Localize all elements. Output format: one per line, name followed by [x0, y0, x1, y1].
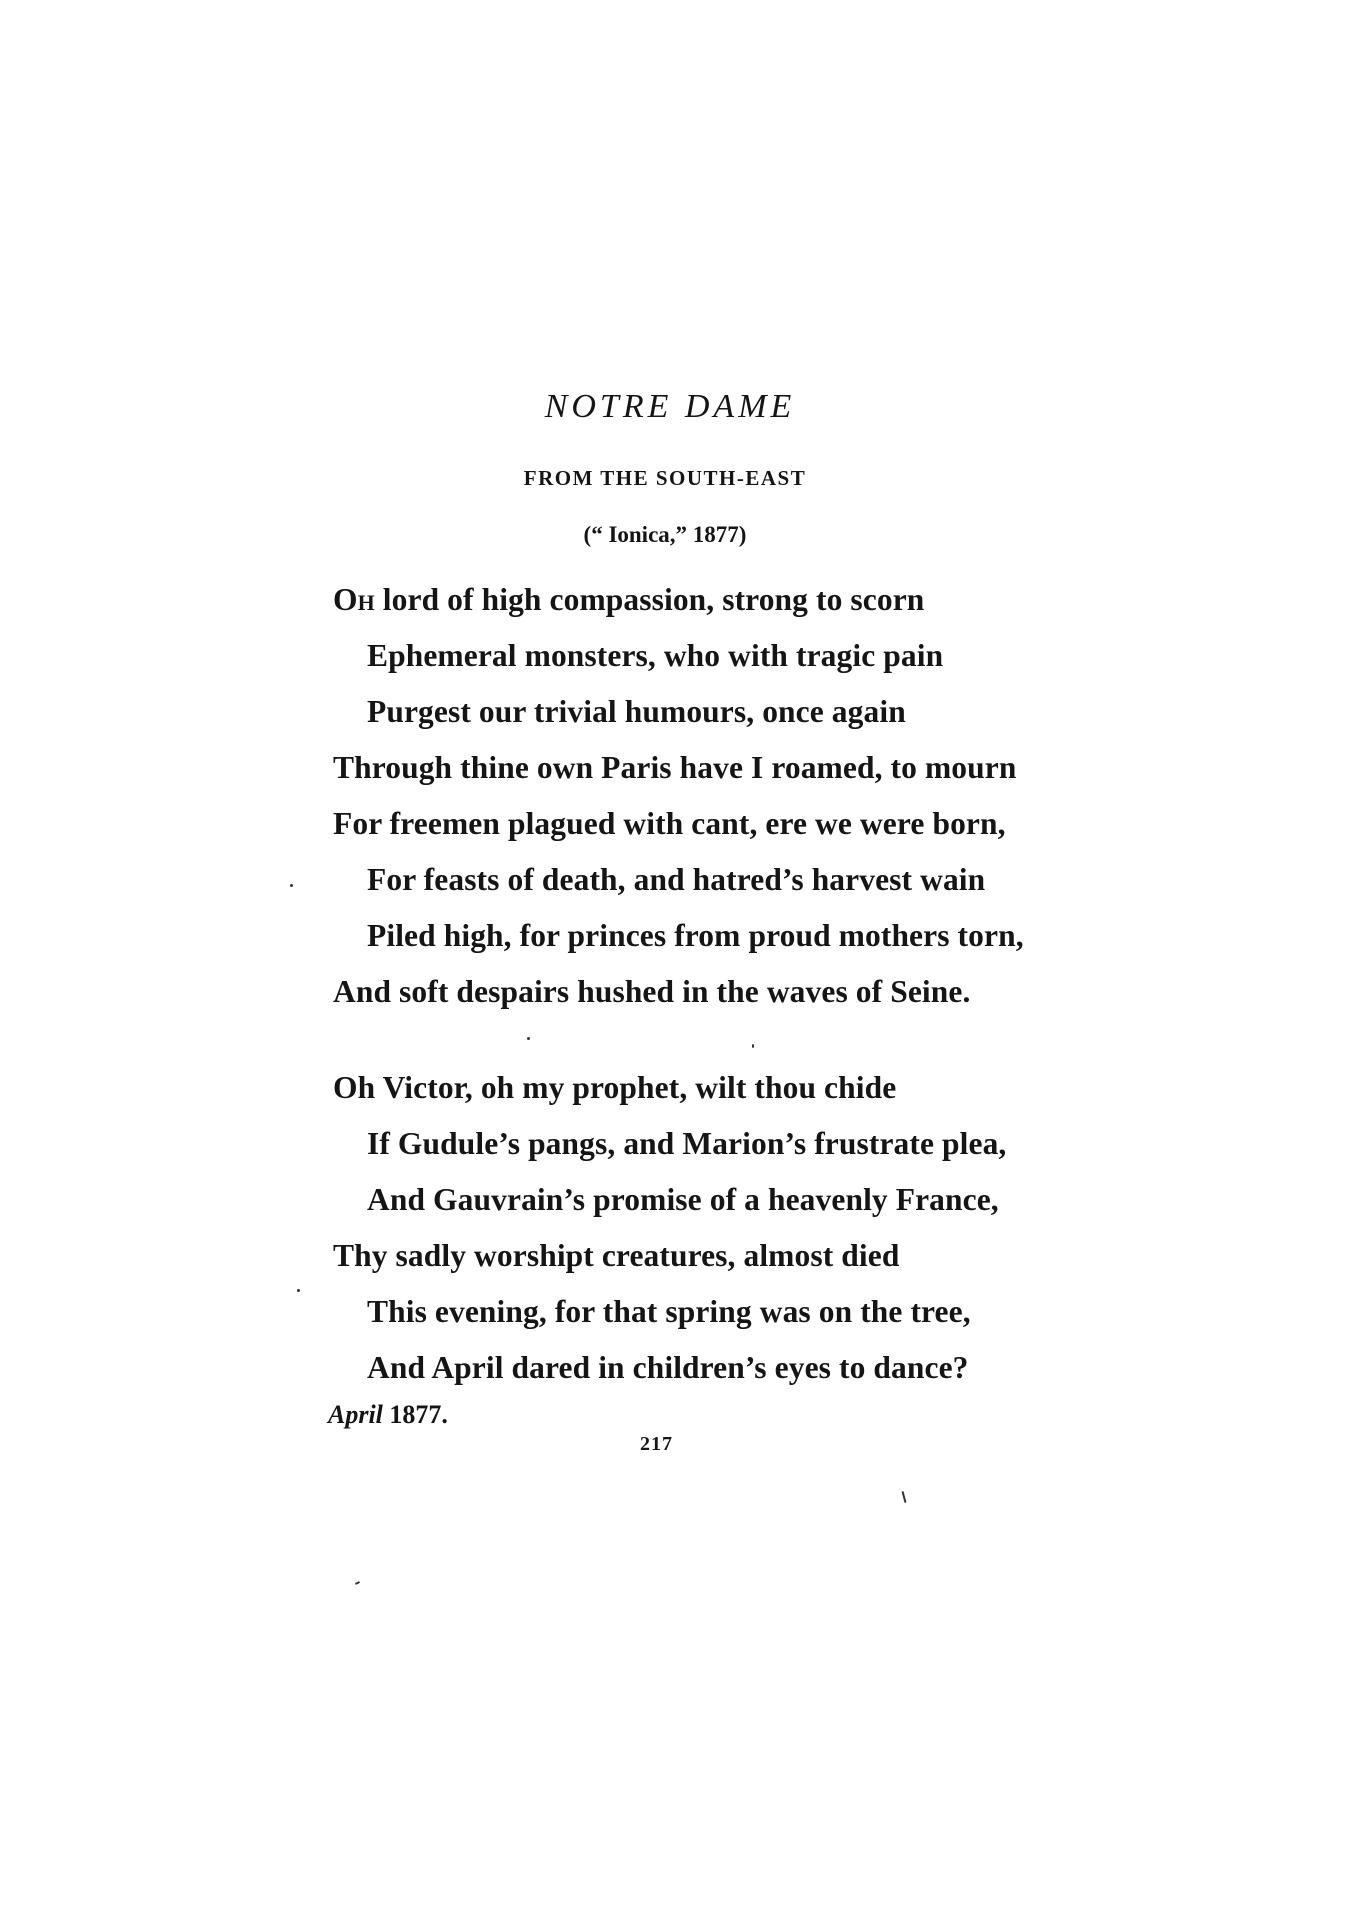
- poem-line: [333, 582, 924, 618]
- poem-line-text: lord of high compassion, strong to scorn: [374, 582, 925, 617]
- poem-line: If Gudule’s pangs, and Marion’s frustrate plea,: [367, 1126, 1007, 1161]
- poem-date-month: April: [328, 1400, 383, 1429]
- scan-speck: [297, 1289, 300, 1292]
- poem-line-initial: Oh: [333, 582, 375, 617]
- poem-date-year: 1877.: [389, 1400, 448, 1429]
- poem-line: Piled high, for princes from proud mothers torn,: [367, 918, 1024, 953]
- poem-line: For feasts of death, and hatred’s harvest wain: [367, 862, 986, 897]
- poem-title: NOTRE DAME: [544, 388, 796, 425]
- scan-speck: [752, 1044, 754, 1048]
- poem-source: (“ Ionica,” 1877): [583, 522, 747, 547]
- scan-speck: [527, 1037, 530, 1040]
- scan-speck: [355, 1581, 360, 1585]
- poem-line: Thy sadly worshipt creatures, almost died: [333, 1238, 900, 1273]
- poem-line: Through thine own Paris have I roamed, to mourn: [333, 750, 1017, 785]
- poem-line: And April dared in children’s eyes to dance?: [367, 1350, 969, 1385]
- poem-line: This evening, for that spring was on the tree,: [367, 1294, 971, 1329]
- poem-line: Oh Victor, oh my prophet, wilt thou chide: [333, 1070, 897, 1105]
- poem-subtitle: FROM THE SOUTH-EAST: [523, 466, 807, 490]
- scan-speck: [901, 1491, 906, 1503]
- page-number: 217: [640, 1433, 673, 1455]
- poem-line: And Gauvrain’s promise of a heavenly France,: [367, 1182, 999, 1217]
- poem-date: [328, 1400, 448, 1430]
- poem-line: Ephemeral monsters, who with tragic pain: [367, 638, 944, 673]
- scan-speck: [290, 884, 293, 887]
- poem-line: And soft despairs hushed in the waves of Seine.: [333, 974, 971, 1009]
- poem-line: For freemen plagued with cant, ere we were born,: [333, 806, 1006, 841]
- poem-line: Purgest our trivial humours, once again: [367, 694, 906, 729]
